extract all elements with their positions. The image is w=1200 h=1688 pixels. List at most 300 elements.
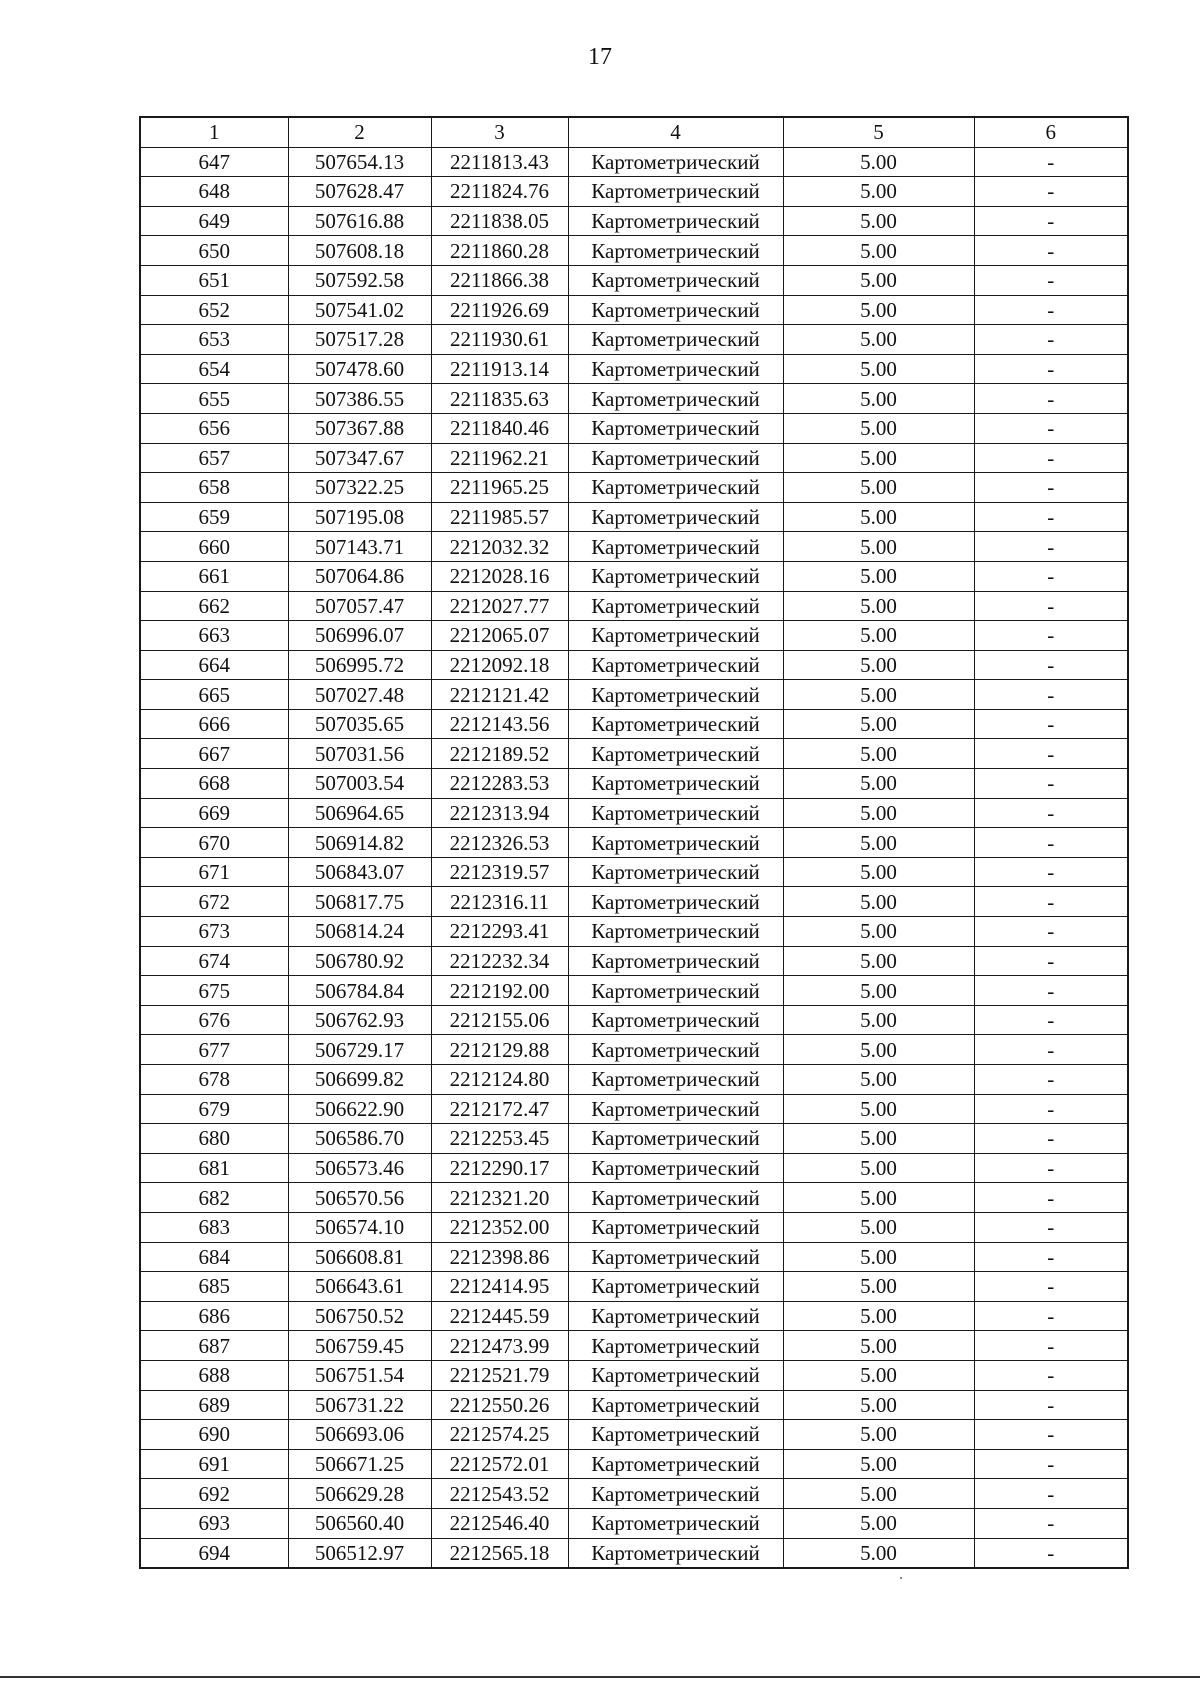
- method-cell: Картометрический: [568, 1065, 783, 1095]
- x-coordinate-cell: 507654.13: [288, 147, 431, 177]
- note-cell: -: [974, 473, 1128, 503]
- accuracy-cell: 5.00: [783, 1301, 974, 1331]
- point-number-cell: 656: [140, 413, 288, 443]
- note-cell: -: [974, 1301, 1128, 1331]
- accuracy-cell: 5.00: [783, 177, 974, 207]
- method-cell: Картометрический: [568, 857, 783, 887]
- x-coordinate-cell: 507031.56: [288, 739, 431, 769]
- x-coordinate-cell: 506964.65: [288, 798, 431, 828]
- note-cell: -: [974, 1272, 1128, 1302]
- note-cell: -: [974, 236, 1128, 266]
- x-coordinate-cell: 507003.54: [288, 769, 431, 799]
- method-cell: Картометрический: [568, 1331, 783, 1361]
- y-coordinate-cell: 2212313.94: [431, 798, 568, 828]
- table-row: [140, 1360, 1128, 1390]
- method-cell: Картометрический: [568, 1420, 783, 1450]
- accuracy-cell: 5.00: [783, 1479, 974, 1509]
- table-row: [140, 976, 1128, 1006]
- y-coordinate-cell: 2211926.69: [431, 295, 568, 325]
- method-cell: Картометрический: [568, 473, 783, 503]
- point-number-cell: 673: [140, 917, 288, 947]
- method-cell: Картометрический: [568, 1538, 783, 1568]
- x-coordinate-cell: 506671.25: [288, 1449, 431, 1479]
- accuracy-cell: 5.00: [783, 502, 974, 532]
- note-cell: -: [974, 177, 1128, 207]
- scan-speck: [900, 1577, 902, 1579]
- point-number-cell: 664: [140, 650, 288, 680]
- note-cell: -: [974, 828, 1128, 858]
- y-coordinate-cell: 2212232.34: [431, 946, 568, 976]
- y-coordinate-cell: 2211840.46: [431, 413, 568, 443]
- y-coordinate-cell: 2212155.06: [431, 1005, 568, 1035]
- table-row: [140, 739, 1128, 769]
- point-number-cell: 689: [140, 1390, 288, 1420]
- point-number-cell: 666: [140, 709, 288, 739]
- accuracy-cell: 5.00: [783, 1094, 974, 1124]
- x-coordinate-cell: 507628.47: [288, 177, 431, 207]
- point-number-cell: 652: [140, 295, 288, 325]
- accuracy-cell: 5.00: [783, 1390, 974, 1420]
- accuracy-cell: 5.00: [783, 1153, 974, 1183]
- table-row: [140, 1331, 1128, 1361]
- table-row: [140, 1005, 1128, 1035]
- note-cell: -: [974, 443, 1128, 473]
- method-cell: Картометрический: [568, 887, 783, 917]
- table-row: [140, 1390, 1128, 1420]
- x-coordinate-cell: 506573.46: [288, 1153, 431, 1183]
- point-number-cell: 692: [140, 1479, 288, 1509]
- x-coordinate-cell: 506817.75: [288, 887, 431, 917]
- method-cell: Картометрический: [568, 1390, 783, 1420]
- method-cell: Картометрический: [568, 828, 783, 858]
- method-cell: Картометрический: [568, 1005, 783, 1035]
- note-cell: -: [974, 976, 1128, 1006]
- point-number-cell: 663: [140, 621, 288, 651]
- table-row: [140, 443, 1128, 473]
- table-row: [140, 325, 1128, 355]
- x-coordinate-cell: 507592.58: [288, 265, 431, 295]
- point-number-cell: 688: [140, 1360, 288, 1390]
- table-row: [140, 413, 1128, 443]
- x-coordinate-cell: 506784.84: [288, 976, 431, 1006]
- x-coordinate-cell: 506731.22: [288, 1390, 431, 1420]
- method-cell: Картометрический: [568, 1124, 783, 1154]
- accuracy-cell: 5.00: [783, 236, 974, 266]
- method-cell: Картометрический: [568, 413, 783, 443]
- x-coordinate-cell: 506574.10: [288, 1212, 431, 1242]
- accuracy-cell: 5.00: [783, 1420, 974, 1450]
- table-row: [140, 1212, 1128, 1242]
- y-coordinate-cell: 2212032.32: [431, 532, 568, 562]
- point-number-cell: 679: [140, 1094, 288, 1124]
- table-row: [140, 1538, 1128, 1568]
- note-cell: -: [974, 1065, 1128, 1095]
- note-cell: -: [974, 295, 1128, 325]
- x-coordinate-cell: 506996.07: [288, 621, 431, 651]
- accuracy-cell: 5.00: [783, 1272, 974, 1302]
- accuracy-cell: 5.00: [783, 591, 974, 621]
- point-number-cell: 684: [140, 1242, 288, 1272]
- note-cell: -: [974, 1479, 1128, 1509]
- x-coordinate-cell: 506759.45: [288, 1331, 431, 1361]
- table-row: [140, 206, 1128, 236]
- note-cell: -: [974, 1242, 1128, 1272]
- method-cell: Картометрический: [568, 443, 783, 473]
- x-coordinate-cell: 506622.90: [288, 1094, 431, 1124]
- method-cell: Картометрический: [568, 265, 783, 295]
- x-coordinate-cell: 507027.48: [288, 680, 431, 710]
- accuracy-cell: 5.00: [783, 1183, 974, 1213]
- x-coordinate-cell: 506643.61: [288, 1272, 431, 1302]
- note-cell: -: [974, 1212, 1128, 1242]
- table-row: [140, 1242, 1128, 1272]
- table-row: [140, 650, 1128, 680]
- note-cell: -: [974, 650, 1128, 680]
- table-row: [140, 1479, 1128, 1509]
- point-number-cell: 669: [140, 798, 288, 828]
- y-coordinate-cell: 2212253.45: [431, 1124, 568, 1154]
- x-coordinate-cell: 506570.56: [288, 1183, 431, 1213]
- method-cell: Картометрический: [568, 798, 783, 828]
- table-row: [140, 621, 1128, 651]
- y-coordinate-cell: 2212316.11: [431, 887, 568, 917]
- point-number-cell: 685: [140, 1272, 288, 1302]
- table-row: [140, 236, 1128, 266]
- y-coordinate-cell: 2212121.42: [431, 680, 568, 710]
- point-number-cell: 677: [140, 1035, 288, 1065]
- table-row: [140, 1301, 1128, 1331]
- accuracy-cell: 5.00: [783, 206, 974, 236]
- point-number-cell: 687: [140, 1331, 288, 1361]
- note-cell: -: [974, 798, 1128, 828]
- note-cell: -: [974, 354, 1128, 384]
- x-coordinate-cell: 506560.40: [288, 1508, 431, 1538]
- point-number-cell: 657: [140, 443, 288, 473]
- x-coordinate-cell: 506586.70: [288, 1124, 431, 1154]
- page-number: 17: [588, 44, 612, 70]
- accuracy-cell: 5.00: [783, 1449, 974, 1479]
- note-cell: -: [974, 887, 1128, 917]
- table-header-row: [140, 117, 1128, 147]
- method-cell: Картометрический: [568, 206, 783, 236]
- point-number-cell: 686: [140, 1301, 288, 1331]
- y-coordinate-cell: 2212124.80: [431, 1065, 568, 1095]
- point-number-cell: 672: [140, 887, 288, 917]
- table-row: [140, 532, 1128, 562]
- x-coordinate-cell: 506629.28: [288, 1479, 431, 1509]
- x-coordinate-cell: 506914.82: [288, 828, 431, 858]
- y-coordinate-cell: 2212473.99: [431, 1331, 568, 1361]
- x-coordinate-cell: 507064.86: [288, 561, 431, 591]
- column-header: 6: [974, 117, 1128, 147]
- note-cell: -: [974, 1360, 1128, 1390]
- page-bottom-edge: [0, 1676, 1200, 1678]
- x-coordinate-cell: 507541.02: [288, 295, 431, 325]
- note-cell: -: [974, 206, 1128, 236]
- accuracy-cell: 5.00: [783, 769, 974, 799]
- point-number-cell: 671: [140, 857, 288, 887]
- x-coordinate-cell: 506750.52: [288, 1301, 431, 1331]
- point-number-cell: 670: [140, 828, 288, 858]
- method-cell: Картометрический: [568, 561, 783, 591]
- method-cell: Картометрический: [568, 384, 783, 414]
- note-cell: -: [974, 769, 1128, 799]
- table-row: [140, 1094, 1128, 1124]
- note-cell: -: [974, 1005, 1128, 1035]
- note-cell: -: [974, 325, 1128, 355]
- table-row: [140, 946, 1128, 976]
- method-cell: Картометрический: [568, 354, 783, 384]
- table-row: [140, 1183, 1128, 1213]
- table-row: [140, 1035, 1128, 1065]
- table-row: [140, 1449, 1128, 1479]
- point-number-cell: 665: [140, 680, 288, 710]
- x-coordinate-cell: 506693.06: [288, 1420, 431, 1450]
- point-number-cell: 682: [140, 1183, 288, 1213]
- accuracy-cell: 5.00: [783, 828, 974, 858]
- method-cell: Картометрический: [568, 1301, 783, 1331]
- method-cell: Картометрический: [568, 946, 783, 976]
- y-coordinate-cell: 2212565.18: [431, 1538, 568, 1568]
- accuracy-cell: 5.00: [783, 325, 974, 355]
- x-coordinate-cell: 507057.47: [288, 591, 431, 621]
- method-cell: Картометрический: [568, 1449, 783, 1479]
- note-cell: -: [974, 1390, 1128, 1420]
- point-number-cell: 691: [140, 1449, 288, 1479]
- accuracy-cell: 5.00: [783, 1538, 974, 1568]
- y-coordinate-cell: 2211930.61: [431, 325, 568, 355]
- method-cell: Картометрический: [568, 1479, 783, 1509]
- point-number-cell: 680: [140, 1124, 288, 1154]
- point-number-cell: 674: [140, 946, 288, 976]
- y-coordinate-cell: 2211824.76: [431, 177, 568, 207]
- method-cell: Картометрический: [568, 532, 783, 562]
- note-cell: -: [974, 384, 1128, 414]
- note-cell: -: [974, 1508, 1128, 1538]
- table-row: [140, 680, 1128, 710]
- point-number-cell: 675: [140, 976, 288, 1006]
- method-cell: Картометрический: [568, 680, 783, 710]
- method-cell: Картометрический: [568, 177, 783, 207]
- coordinates-table: [139, 116, 1129, 1569]
- point-number-cell: 648: [140, 177, 288, 207]
- y-coordinate-cell: 2212172.47: [431, 1094, 568, 1124]
- point-number-cell: 654: [140, 354, 288, 384]
- accuracy-cell: 5.00: [783, 1005, 974, 1035]
- method-cell: Картометрический: [568, 1212, 783, 1242]
- note-cell: -: [974, 1094, 1128, 1124]
- method-cell: Картометрический: [568, 709, 783, 739]
- note-cell: -: [974, 709, 1128, 739]
- accuracy-cell: 5.00: [783, 621, 974, 651]
- method-cell: Картометрический: [568, 739, 783, 769]
- note-cell: -: [974, 1183, 1128, 1213]
- table-row: [140, 1065, 1128, 1095]
- x-coordinate-cell: 507616.88: [288, 206, 431, 236]
- point-number-cell: 693: [140, 1508, 288, 1538]
- table-row: [140, 561, 1128, 591]
- accuracy-cell: 5.00: [783, 443, 974, 473]
- accuracy-cell: 5.00: [783, 739, 974, 769]
- accuracy-cell: 5.00: [783, 1360, 974, 1390]
- y-coordinate-cell: 2212414.95: [431, 1272, 568, 1302]
- table-row: [140, 887, 1128, 917]
- accuracy-cell: 5.00: [783, 384, 974, 414]
- point-number-cell: 683: [140, 1212, 288, 1242]
- table-row: [140, 709, 1128, 739]
- table-row: [140, 1272, 1128, 1302]
- x-coordinate-cell: 507143.71: [288, 532, 431, 562]
- accuracy-cell: 5.00: [783, 1035, 974, 1065]
- point-number-cell: 668: [140, 769, 288, 799]
- note-cell: -: [974, 1331, 1128, 1361]
- accuracy-cell: 5.00: [783, 650, 974, 680]
- point-number-cell: 694: [140, 1538, 288, 1568]
- method-cell: Картометрический: [568, 502, 783, 532]
- x-coordinate-cell: 506843.07: [288, 857, 431, 887]
- x-coordinate-cell: 507347.67: [288, 443, 431, 473]
- x-coordinate-cell: 507386.55: [288, 384, 431, 414]
- note-cell: -: [974, 946, 1128, 976]
- point-number-cell: 667: [140, 739, 288, 769]
- accuracy-cell: 5.00: [783, 1242, 974, 1272]
- note-cell: -: [974, 1538, 1128, 1568]
- method-cell: Картометрический: [568, 650, 783, 680]
- y-coordinate-cell: 2211985.57: [431, 502, 568, 532]
- note-cell: -: [974, 561, 1128, 591]
- y-coordinate-cell: 2211860.28: [431, 236, 568, 266]
- point-number-cell: 653: [140, 325, 288, 355]
- note-cell: -: [974, 265, 1128, 295]
- note-cell: -: [974, 1124, 1128, 1154]
- point-number-cell: 681: [140, 1153, 288, 1183]
- y-coordinate-cell: 2212550.26: [431, 1390, 568, 1420]
- y-coordinate-cell: 2212028.16: [431, 561, 568, 591]
- accuracy-cell: 5.00: [783, 147, 974, 177]
- accuracy-cell: 5.00: [783, 413, 974, 443]
- point-number-cell: 647: [140, 147, 288, 177]
- y-coordinate-cell: 2211835.63: [431, 384, 568, 414]
- note-cell: -: [974, 1449, 1128, 1479]
- note-cell: -: [974, 1153, 1128, 1183]
- accuracy-cell: 5.00: [783, 946, 974, 976]
- accuracy-cell: 5.00: [783, 354, 974, 384]
- x-coordinate-cell: 507322.25: [288, 473, 431, 503]
- point-number-cell: 660: [140, 532, 288, 562]
- y-coordinate-cell: 2211913.14: [431, 354, 568, 384]
- accuracy-cell: 5.00: [783, 976, 974, 1006]
- x-coordinate-cell: 507517.28: [288, 325, 431, 355]
- method-cell: Картометрический: [568, 1272, 783, 1302]
- table-row: [140, 857, 1128, 887]
- method-cell: Картометрический: [568, 591, 783, 621]
- method-cell: Картометрический: [568, 621, 783, 651]
- table-row: [140, 473, 1128, 503]
- y-coordinate-cell: 2212319.57: [431, 857, 568, 887]
- method-cell: Картометрический: [568, 917, 783, 947]
- x-coordinate-cell: 506762.93: [288, 1005, 431, 1035]
- x-coordinate-cell: 506751.54: [288, 1360, 431, 1390]
- y-coordinate-cell: 2211866.38: [431, 265, 568, 295]
- accuracy-cell: 5.00: [783, 1124, 974, 1154]
- table-body: [140, 147, 1128, 1568]
- y-coordinate-cell: 2212521.79: [431, 1360, 568, 1390]
- y-coordinate-cell: 2212283.53: [431, 769, 568, 799]
- note-cell: -: [974, 413, 1128, 443]
- accuracy-cell: 5.00: [783, 680, 974, 710]
- accuracy-cell: 5.00: [783, 295, 974, 325]
- x-coordinate-cell: 507608.18: [288, 236, 431, 266]
- accuracy-cell: 5.00: [783, 473, 974, 503]
- point-number-cell: 649: [140, 206, 288, 236]
- x-coordinate-cell: 506995.72: [288, 650, 431, 680]
- y-coordinate-cell: 2212129.88: [431, 1035, 568, 1065]
- accuracy-cell: 5.00: [783, 532, 974, 562]
- point-number-cell: 651: [140, 265, 288, 295]
- y-coordinate-cell: 2212326.53: [431, 828, 568, 858]
- method-cell: Картометрический: [568, 1094, 783, 1124]
- accuracy-cell: 5.00: [783, 561, 974, 591]
- note-cell: -: [974, 591, 1128, 621]
- table-row: [140, 384, 1128, 414]
- method-cell: Картометрический: [568, 295, 783, 325]
- y-coordinate-cell: 2212445.59: [431, 1301, 568, 1331]
- table-row: [140, 769, 1128, 799]
- note-cell: -: [974, 680, 1128, 710]
- accuracy-cell: 5.00: [783, 798, 974, 828]
- column-header: 3: [431, 117, 568, 147]
- note-cell: -: [974, 621, 1128, 651]
- table-row: [140, 177, 1128, 207]
- accuracy-cell: 5.00: [783, 857, 974, 887]
- y-coordinate-cell: 2212546.40: [431, 1508, 568, 1538]
- y-coordinate-cell: 2212027.77: [431, 591, 568, 621]
- note-cell: -: [974, 739, 1128, 769]
- point-number-cell: 662: [140, 591, 288, 621]
- accuracy-cell: 5.00: [783, 1212, 974, 1242]
- table-row: [140, 147, 1128, 177]
- accuracy-cell: 5.00: [783, 1331, 974, 1361]
- column-header: 5: [783, 117, 974, 147]
- note-cell: -: [974, 857, 1128, 887]
- point-number-cell: 678: [140, 1065, 288, 1095]
- y-coordinate-cell: 2212398.86: [431, 1242, 568, 1272]
- table-row: [140, 502, 1128, 532]
- accuracy-cell: 5.00: [783, 709, 974, 739]
- table-row: [140, 917, 1128, 947]
- y-coordinate-cell: 2211838.05: [431, 206, 568, 236]
- point-number-cell: 658: [140, 473, 288, 503]
- note-cell: -: [974, 532, 1128, 562]
- x-coordinate-cell: 507035.65: [288, 709, 431, 739]
- x-coordinate-cell: 506729.17: [288, 1035, 431, 1065]
- x-coordinate-cell: 506608.81: [288, 1242, 431, 1272]
- x-coordinate-cell: 506814.24: [288, 917, 431, 947]
- y-coordinate-cell: 2212543.52: [431, 1479, 568, 1509]
- point-number-cell: 650: [140, 236, 288, 266]
- y-coordinate-cell: 2212092.18: [431, 650, 568, 680]
- x-coordinate-cell: 507367.88: [288, 413, 431, 443]
- y-coordinate-cell: 2211813.43: [431, 147, 568, 177]
- table-row: [140, 265, 1128, 295]
- column-header: 1: [140, 117, 288, 147]
- y-coordinate-cell: 2212189.52: [431, 739, 568, 769]
- table-row: [140, 591, 1128, 621]
- method-cell: Картометрический: [568, 1183, 783, 1213]
- method-cell: Картометрический: [568, 236, 783, 266]
- y-coordinate-cell: 2212321.20: [431, 1183, 568, 1213]
- point-number-cell: 661: [140, 561, 288, 591]
